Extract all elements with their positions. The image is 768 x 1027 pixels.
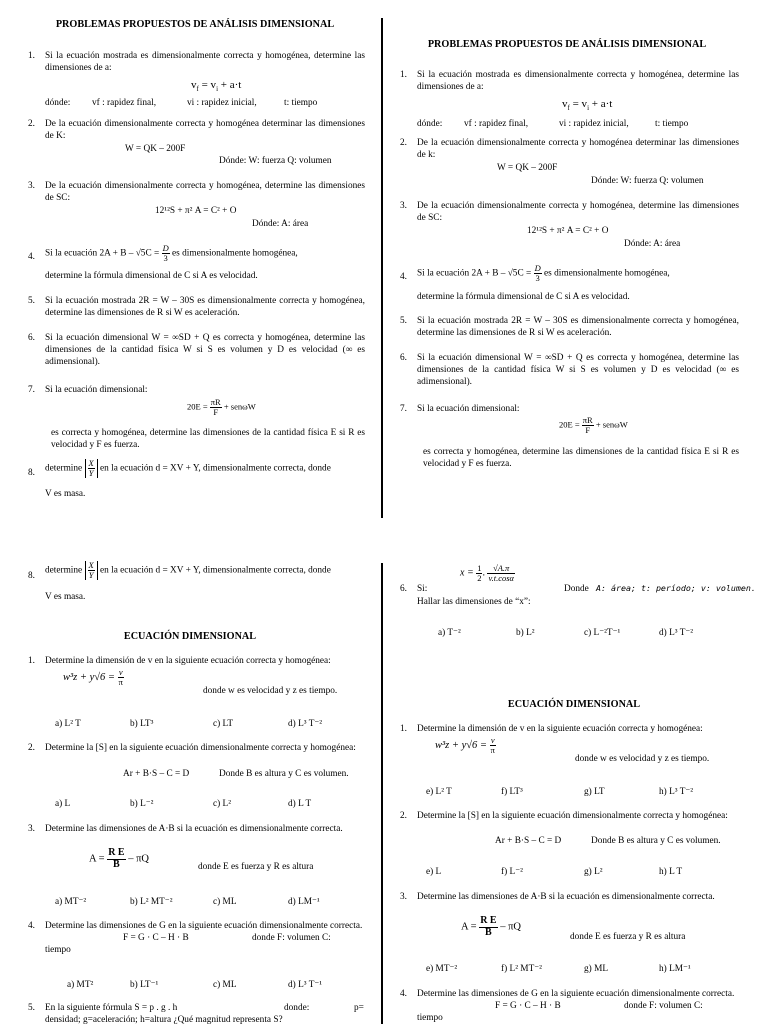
- bracket: [85, 561, 98, 580]
- problem-text: Si la ecuación mostrada 2R = W – 30S es dimensionalmente correcta y homogénea, determine las dimensiones de R si W es aceleración.: [45, 296, 365, 318]
- problem-text-2: determine la fórmula dimensional de C si A es velocidad.: [45, 271, 258, 281]
- numerator: 1: [477, 563, 482, 573]
- problem-text-2: V es masa.: [45, 592, 86, 602]
- eq-part: A =: [461, 921, 477, 933]
- problem-text-2: V es masa.: [45, 489, 86, 499]
- problem-number: 1.: [28, 656, 35, 666]
- where-text-2: tiempo: [45, 945, 71, 955]
- where-item: t: tiempo: [655, 119, 689, 129]
- problem-number: 5.: [400, 316, 407, 326]
- problem-text: Hallar las dimensiones de “x”:: [417, 597, 531, 607]
- where-item: vf : rapidez final,: [92, 98, 157, 108]
- where-text: donde F: volumen C:: [624, 1001, 703, 1011]
- denominator: 3: [163, 252, 168, 263]
- page-top-right: [384, 0, 768, 520]
- option-c[interactable]: c) ML: [213, 980, 237, 990]
- eq-part: + senωW: [223, 401, 256, 412]
- problem-text: De la ecuación dimensionalmente correcta y homogénea determinar las dimensiones de K:: [45, 119, 365, 141]
- problem-text-2: es correcta y homogénea, determine las dimensiones de la cantidad física E si R es velocidad y F es fuerza.: [423, 447, 739, 469]
- page-title: PROBLEMAS PROPUESTOS DE ANÁLISIS DIMENSIONAL: [427, 39, 707, 50]
- option-b[interactable]: b) L²: [516, 628, 535, 638]
- option-f[interactable]: f) L⁻²: [501, 867, 523, 877]
- fraction: [490, 736, 496, 755]
- numerator: πR: [582, 415, 593, 425]
- problem-number: 4.: [400, 989, 407, 999]
- problem-number: 1.: [400, 724, 407, 734]
- problem-text: Si la ecuación dimensional:: [417, 404, 520, 414]
- option-a[interactable]: a) T⁻²: [438, 628, 461, 638]
- option-d[interactable]: d) LM⁻¹: [288, 897, 320, 907]
- problem-number: 3.: [28, 181, 35, 191]
- problem-text: De la ecuación dimensionalmente correcta y homogénea, determine las dimensiones de SC:: [45, 181, 365, 203]
- equation: [187, 398, 256, 417]
- equation: [461, 916, 521, 938]
- column-divider-top: [381, 18, 383, 518]
- denominator: F: [213, 406, 219, 417]
- problem-number: 7.: [28, 385, 35, 395]
- option-b[interactable]: b) LT⁻¹: [130, 980, 159, 990]
- numerator: R E: [480, 915, 497, 926]
- page-top-left: [0, 0, 381, 520]
- text-part: Si la ecuación 2A + B – √5C =: [45, 248, 160, 259]
- denominator: B: [113, 858, 120, 870]
- option-h[interactable]: h) L³ T⁻²: [659, 787, 694, 797]
- problem-text: En la siguiente fórmula S = p . g . h: [45, 1003, 178, 1013]
- problem-text: Determine las dimensiones de G en la siguiente ecuación dimensionalmente correcta.: [45, 921, 363, 931]
- text-part: en la ecuación d = XV + Y, dimensionalmente correcta, donde: [100, 565, 331, 576]
- option-a[interactable]: a) L: [55, 799, 71, 809]
- equation: F = G · C – H · B: [495, 1001, 561, 1011]
- denominator: π: [118, 676, 123, 687]
- problem-number: 2.: [28, 119, 35, 129]
- problem-text: Determine las dimensiones de A·B si la ecuación es dimensionalmente correcta.: [45, 824, 343, 834]
- page-title: PROBLEMAS PROPUESTOS DE ANÁLISIS DIMENSIONAL: [55, 19, 335, 30]
- problem-text: Si la ecuación dimensional:: [45, 385, 148, 395]
- where-text: Donde B es altura y C es volumen.: [219, 769, 349, 779]
- eq-part: A =: [89, 853, 105, 865]
- where-text-2: tiempo: [417, 1013, 443, 1023]
- problem-text: De la ecuación dimensionalmente correcta y homogénea determinar las dimensiones de k:: [417, 138, 739, 160]
- numerator: πR: [210, 397, 221, 407]
- fraction: [582, 416, 594, 435]
- problem-text-2: es correcta y homogénea, determine las dimensiones de la cantidad física E si R es velocidad y F es fuerza.: [51, 428, 365, 450]
- section-title: ECUACIÓN DIMENSIONAL: [507, 699, 641, 710]
- page-bottom-left: [0, 560, 381, 1024]
- where-text: donde E es fuerza y R es altura: [570, 932, 686, 942]
- problem-text: Determine la [S] en la siguiente ecuación dimensionalmente correcta y homogénea:: [417, 811, 728, 821]
- equation: [89, 848, 149, 870]
- option-c[interactable]: c) L⁻²T⁻¹: [584, 628, 621, 638]
- option-c[interactable]: c) ML: [213, 897, 237, 907]
- denominator: F: [585, 424, 591, 435]
- problem-number: 3.: [400, 892, 407, 902]
- denominator: π: [490, 744, 495, 755]
- eq-part: – πQ: [128, 853, 149, 865]
- problem-number: 6.: [400, 353, 407, 363]
- denominator: 2: [477, 572, 482, 583]
- option-c[interactable]: c) LT: [213, 719, 234, 729]
- option-e[interactable]: e) L² T: [426, 787, 452, 797]
- option-e[interactable]: e) L: [426, 867, 442, 877]
- equation: x = $\frac{1}{2}$ . $\frac{√A.\pi}{v.t.\cos\alpha}$: [460, 563, 514, 583]
- where-label: donde:: [284, 1003, 310, 1013]
- problem-text: Si la ecuación dimensional W = ∞SD + Q es correcta y homogénea, determine las dimensiones de la cantidad física W si S es volumen y D es velocidad (∞ es adimensional).: [45, 333, 365, 367]
- equation: Ar + B·S – C = D: [495, 836, 562, 846]
- option-h[interactable]: h) LM⁻¹: [659, 964, 691, 974]
- where-label: dónde:: [417, 119, 443, 129]
- where-item: t: tiempo: [284, 98, 318, 108]
- where-text: A: área; t: período; v: volumen.: [596, 583, 756, 593]
- text-part: Si la ecuación 2A + B – √5C =: [417, 268, 532, 279]
- where-item: vf : rapidez final,: [464, 119, 529, 129]
- where-text: Donde B es altura y C es volumen.: [591, 836, 721, 846]
- fraction-half: [476, 564, 482, 583]
- where-text: Dónde: A: área: [624, 239, 681, 249]
- equation: 12¹²S + π² A = C² + O: [155, 206, 237, 216]
- fraction: [479, 916, 497, 938]
- text-part: determine: [45, 463, 83, 474]
- problem-number: 2.: [400, 811, 407, 821]
- problem-number: 1.: [28, 51, 35, 61]
- problem-number: 4.: [28, 921, 35, 931]
- problem-number: 4.: [28, 252, 35, 262]
- option-d[interactable]: d) L T: [288, 799, 312, 809]
- option-d[interactable]: d) L³ T⁻²: [659, 628, 694, 638]
- si-label: Si:: [417, 584, 428, 594]
- numerator: X: [88, 458, 94, 468]
- problem-number: 8.: [28, 571, 35, 581]
- option-g[interactable]: g) L²: [584, 867, 603, 877]
- problem-text: Determine la [S] en la siguiente ecuación dimensionalmente correcta y homogénea:: [45, 743, 356, 753]
- problem-number: 8.: [28, 468, 35, 478]
- options-q1: [426, 787, 693, 799]
- option-f[interactable]: f) L² MT⁻²: [501, 964, 542, 974]
- section-title: ECUACIÓN DIMENSIONAL: [123, 631, 257, 642]
- problem-number: 1.: [400, 70, 407, 80]
- problem-text: Si la ecuación mostrada es dimensionalmente correcta y homogénea, determine las dimensiones de a:: [45, 51, 365, 73]
- problem-number: 2.: [28, 743, 35, 753]
- numerator: v: [118, 667, 123, 677]
- problem-text: Si la ecuación mostrada 2R = W – 30S es dimensionalmente correcta y homogénea, determine las dimensiones de R si W es aceleración.: [417, 316, 739, 338]
- option-g[interactable]: g) ML: [584, 964, 609, 974]
- equation: F = G · C – H · B: [123, 933, 189, 943]
- option-h[interactable]: h) L T: [659, 867, 683, 877]
- fraction: [118, 668, 124, 687]
- equation: $v_f = v_i + a\cdot t$: [191, 79, 242, 94]
- option-b[interactable]: b) L² MT⁻²: [130, 897, 173, 907]
- text-part: es dimensionalmente homogénea,: [544, 268, 670, 279]
- problem-number: 7.: [400, 404, 407, 414]
- problem-text: [417, 264, 670, 283]
- problem-number: 4.: [400, 272, 407, 282]
- equation: [559, 416, 628, 435]
- equation: W = QK – 200F: [125, 144, 186, 154]
- column-divider-bottom: [381, 563, 383, 1024]
- option-a[interactable]: a) MT²: [67, 980, 94, 990]
- problem-text: Determine las dimensiones de G en la siguiente ecuación dimensionalmente correcta.: [417, 989, 735, 999]
- where-item: vi : rapidez inicial,: [187, 98, 257, 108]
- page-bottom-right: [384, 560, 768, 1024]
- eq-part: x =: [460, 567, 474, 579]
- options-q1: [55, 719, 322, 731]
- options-q6: [438, 628, 693, 640]
- options-q4: [67, 980, 322, 992]
- eq-part: – πQ: [500, 921, 521, 933]
- where-item: vi : rapidez inicial,: [559, 119, 629, 129]
- options-q3: [426, 964, 691, 976]
- problem-text: De la ecuación dimensionalmente correcta y homogénea, determine las dimensiones de SC:: [417, 201, 739, 223]
- option-c[interactable]: c) L²: [213, 799, 232, 809]
- text-part: es dimensionalmente homogénea,: [172, 248, 298, 259]
- numerator: √A.π: [487, 564, 515, 574]
- option-d[interactable]: d) L³ T⁻²: [288, 719, 323, 729]
- denominator: Y: [88, 569, 94, 580]
- where-text: Dónde: W: fuerza Q: volumen: [591, 176, 704, 186]
- numerator: R E: [108, 847, 125, 858]
- problem-text: [45, 459, 331, 478]
- text-part: en la ecuación d = XV + Y, dimensionalmente correcta, donde: [100, 463, 331, 474]
- option-g[interactable]: g) LT: [584, 787, 605, 797]
- problem-number: 5.: [28, 1003, 35, 1013]
- problem-number: 6.: [28, 333, 35, 343]
- equation: [435, 736, 496, 755]
- problem-text-2: determine la fórmula dimensional de C si A es velocidad.: [417, 292, 630, 302]
- where-text: donde F: volumen C:: [252, 933, 331, 943]
- where-label: dónde:: [45, 98, 71, 108]
- where-item: p=: [354, 1003, 364, 1013]
- numerator: X: [88, 560, 94, 570]
- fraction-main: [487, 564, 515, 583]
- problem-text: Determine la dimensión de v en la siguiente ecuación correcta y homogénea:: [417, 724, 703, 734]
- problem-text: Si la ecuación mostrada es dimensionalmente correcta y homogénea, determine las dimensiones de a:: [417, 70, 739, 92]
- denominator: v.t.cosα: [488, 572, 514, 583]
- option-b[interactable]: b) LT³: [130, 719, 154, 729]
- fraction: [107, 848, 125, 870]
- problem-text: [45, 244, 365, 263]
- fraction: [162, 244, 170, 263]
- problem-text: Si la ecuación dimensional W = ∞SD + Q es correcta y homogénea, determine las dimensiones de la cantidad física W si S es volumen y D es velocidad (∞ es adimensional).: [417, 353, 739, 387]
- equation: $v_f = v_i + a\cdot t$: [562, 98, 613, 113]
- denominator: Y: [88, 467, 94, 478]
- numerator: v: [490, 735, 495, 745]
- equation: Ar + B·S – C = D: [123, 769, 190, 779]
- where-text: donde E es fuerza y R es altura: [198, 862, 314, 872]
- bracket: [85, 459, 98, 478]
- eq-part: 20E =: [187, 401, 208, 412]
- fraction: [210, 398, 222, 417]
- option-e[interactable]: e) MT⁻²: [426, 964, 458, 974]
- equation: W = QK – 200F: [497, 163, 558, 173]
- fraction: [534, 264, 542, 283]
- option-f[interactable]: f) LT³: [501, 787, 523, 797]
- problem-number: 3.: [400, 201, 407, 211]
- options-q3: [55, 897, 320, 909]
- option-b[interactable]: b) L⁻²: [130, 799, 154, 809]
- option-a[interactable]: a) L² T: [55, 719, 81, 729]
- where-text: Dónde: W: fuerza Q: volumen: [219, 156, 332, 166]
- problem-text: Determine la dimensión de v en la siguiente ecuación correcta y homogénea:: [45, 656, 331, 666]
- numerator: D: [162, 243, 169, 253]
- problem-text: [45, 561, 331, 580]
- where-text: Dónde: A: área: [252, 219, 309, 229]
- problem-number: 2.: [400, 138, 407, 148]
- numerator: D: [534, 263, 541, 273]
- text-part: determine: [45, 565, 83, 576]
- option-d[interactable]: d) L³ T⁻¹: [288, 980, 323, 990]
- option-a[interactable]: a) MT⁻²: [55, 897, 87, 907]
- where-text: donde w es velocidad y z es tiempo.: [203, 686, 338, 696]
- where-label: Donde: [564, 584, 589, 594]
- problem-number: 3.: [28, 824, 35, 834]
- eq-part: 20E =: [559, 419, 580, 430]
- equation: [63, 668, 124, 687]
- denominator: 3: [535, 272, 540, 283]
- problem-number: 5.: [28, 296, 35, 306]
- options-q2: [426, 867, 682, 879]
- eq-part: w³z + y√6 =: [63, 671, 115, 683]
- problem-number: 6.: [400, 584, 407, 594]
- eq-part: w³z + y√6 =: [435, 739, 487, 751]
- problem-text-2: densidad; g=aceleración; h=altura ¿Qué magnitud representa S?: [45, 1015, 283, 1025]
- eq-part: + senωW: [595, 419, 628, 430]
- options-q2: [55, 799, 311, 811]
- equation: 12¹²S + π² A = C² + O: [527, 226, 609, 236]
- problem-text: Determine las dimensiones de A·B si la ecuación es dimensionalmente correcta.: [417, 892, 715, 902]
- where-text: donde w es velocidad y z es tiempo.: [575, 754, 710, 764]
- denominator: B: [485, 926, 492, 938]
